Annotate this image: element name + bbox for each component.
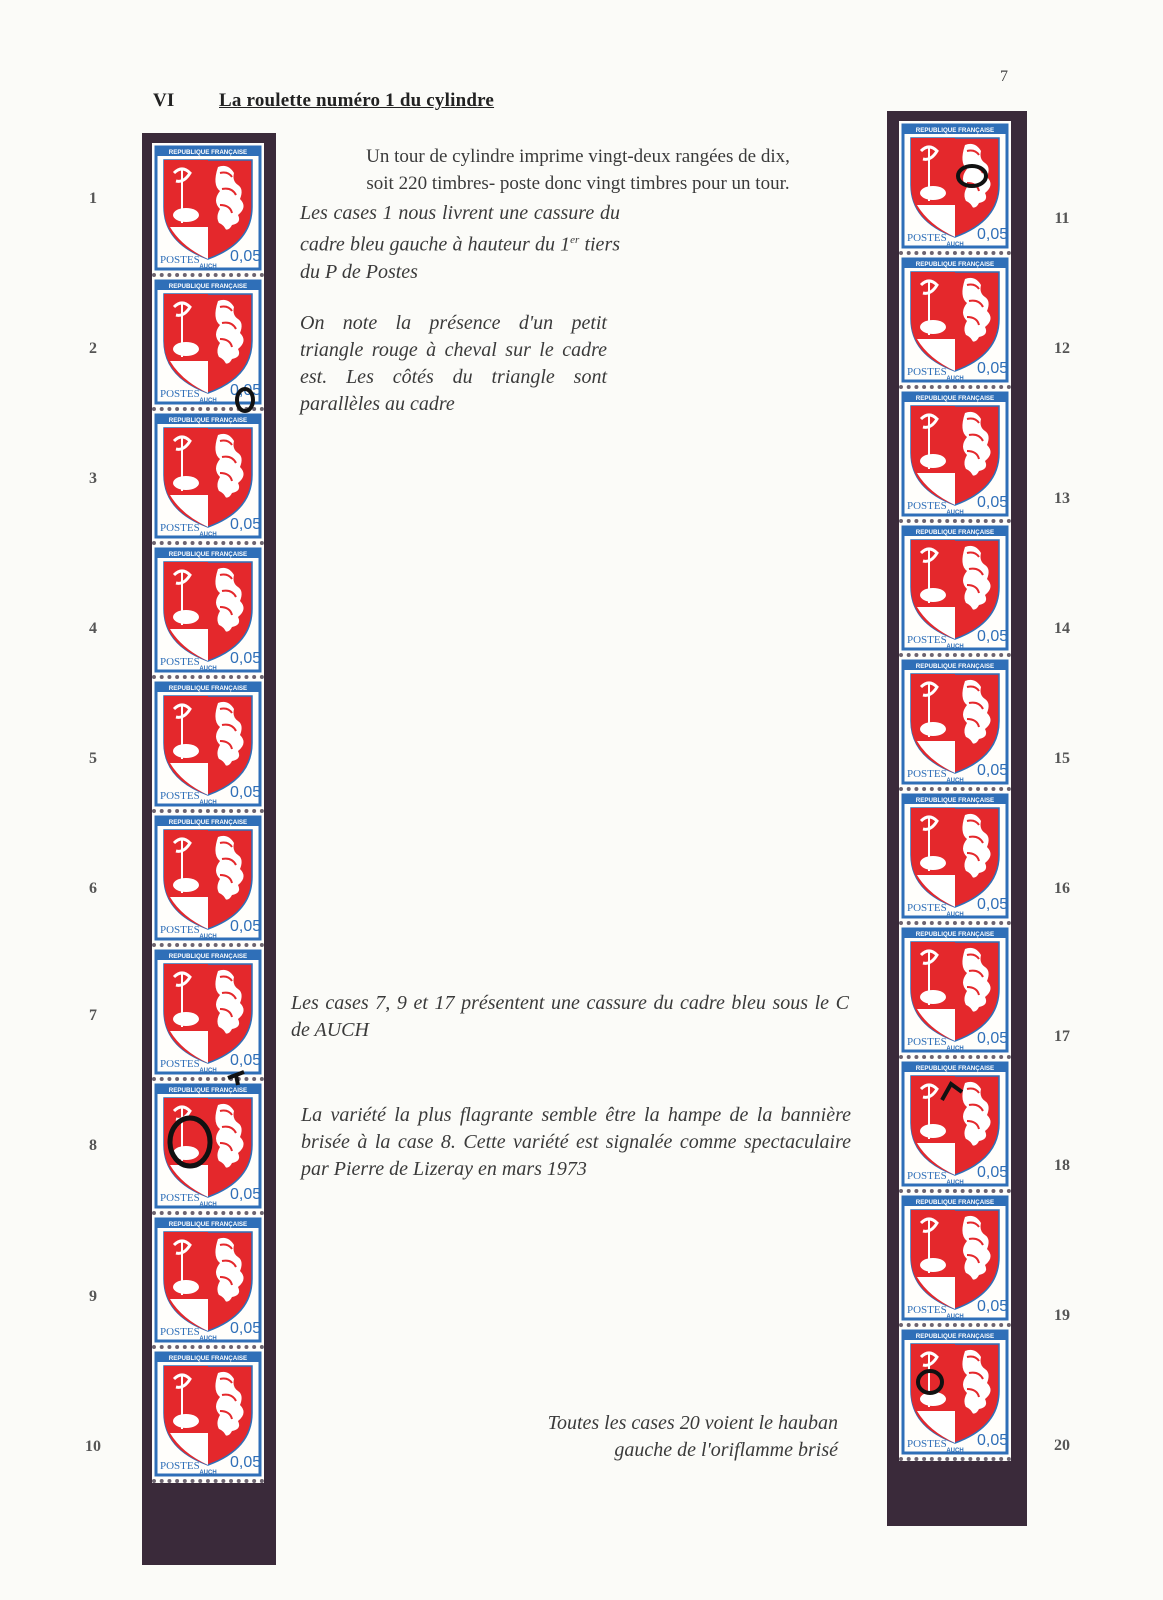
note-triangle: On note la présence d'un petit triangle rouge à cheval sur le cadre est. Les côtés du triangle sont parallèles au cadre	[300, 312, 607, 415]
stamp-value-text: 0,05	[977, 226, 1009, 243]
stamp-design	[899, 657, 1011, 787]
case-number-label: 12	[1054, 340, 1070, 357]
stamp-header-text: REPUBLIQUE FRANÇAISE	[915, 529, 995, 536]
stamp-city-text: AUCH	[946, 1314, 964, 1320]
stamp	[152, 1349, 264, 1483]
stamp-design	[152, 545, 264, 675]
lamb-icon	[173, 610, 199, 624]
stamp	[899, 1059, 1011, 1193]
stamp-value-text: 0,05	[230, 1052, 262, 1069]
intro-line-1: Un tour de cylindre imprime vingt-deux rangées de dix,	[366, 146, 790, 167]
stamp-city-text: AUCH	[946, 376, 964, 382]
stamp-postes-text: POSTES	[160, 522, 200, 534]
stamp-header-text: REPUBLIQUE FRANÇAISE	[168, 1355, 248, 1362]
stamp-value-text: 0,05	[977, 1432, 1009, 1449]
stamp-city-text: AUCH	[199, 532, 217, 538]
note-case-20-line-1: Toutes les cases 20 voient le hauban	[547, 1412, 838, 1434]
note-case-1-sup: er	[570, 234, 580, 246]
stamp-postes-text: POSTES	[907, 768, 947, 780]
case-number-label: 13	[1054, 490, 1070, 507]
case-number-label: 7	[89, 1007, 97, 1024]
case-number-label: 8	[89, 1137, 97, 1154]
stamp	[899, 657, 1011, 791]
stamp-design	[152, 813, 264, 943]
stamp-value-text: 0,05	[230, 382, 262, 399]
stamp	[152, 545, 264, 679]
stamp-city-text: AUCH	[199, 1068, 217, 1074]
case-number-label: 5	[89, 750, 97, 767]
stamp-header-text: REPUBLIQUE FRANÇAISE	[915, 1065, 995, 1072]
stamp-header-text: REPUBLIQUE FRANÇAISE	[168, 1221, 248, 1228]
stamp-value-text: 0,05	[230, 1454, 262, 1471]
stamp-strip-right	[899, 121, 1011, 1461]
stamp	[899, 925, 1011, 1059]
stamp-city-text: AUCH	[946, 242, 964, 248]
stamp-header-text: REPUBLIQUE FRANÇAISE	[168, 819, 248, 826]
stamp-city-text: AUCH	[199, 264, 217, 270]
stamp-postes-text: POSTES	[907, 500, 947, 512]
stamp	[152, 947, 264, 1081]
stamp-value-text: 0,05	[977, 494, 1009, 511]
stamp-postes-text: POSTES	[907, 1170, 947, 1182]
stamp-postes-text: POSTES	[907, 1438, 947, 1450]
stamp-postes-text: POSTES	[160, 1460, 200, 1472]
stamp-header-text: REPUBLIQUE FRANÇAISE	[168, 1087, 248, 1094]
stamp	[152, 679, 264, 813]
stamp-postes-text: POSTES	[160, 1058, 200, 1070]
stamp-design	[899, 1193, 1011, 1323]
stamp-value-text: 0,05	[977, 360, 1009, 377]
lamb-icon	[173, 1280, 199, 1294]
stamp	[152, 411, 264, 545]
stamp-postes-text: POSTES	[160, 388, 200, 400]
stamp-postes-text: POSTES	[160, 790, 200, 802]
stamp-header-text: REPUBLIQUE FRANÇAISE	[168, 953, 248, 960]
note-case-20-line-2: gauche de l'oriflamme brisé	[614, 1439, 838, 1461]
stamp-postes-text: POSTES	[907, 366, 947, 378]
stamp	[152, 1215, 264, 1349]
lamb-icon	[173, 208, 199, 222]
lamb-icon	[920, 320, 946, 334]
lamb-icon	[173, 342, 199, 356]
stamp-strip-left	[152, 143, 264, 1483]
stamp-header-text: REPUBLIQUE FRANÇAISE	[915, 395, 995, 402]
stamp-city-text: AUCH	[946, 912, 964, 918]
stamp	[152, 277, 264, 411]
stamp-design	[152, 277, 264, 407]
lamb-icon	[173, 1146, 199, 1160]
stamp	[899, 255, 1011, 389]
stamp-value-text: 0,05	[977, 896, 1009, 913]
stamp-design	[152, 1081, 264, 1211]
note-case-1-text: Les cases 1 nous livrent une cassure du cadre bleu gauche à hauteur du 1	[300, 202, 620, 256]
lamb-icon	[173, 476, 199, 490]
stamp-postes-text: POSTES	[907, 232, 947, 244]
stamp-value-text: 0,05	[230, 248, 262, 265]
stamp-design	[899, 255, 1011, 385]
lamb-icon	[920, 454, 946, 468]
intro-line-2: soit 220 timbres- poste donc vingt timbres pour un tour.	[366, 173, 790, 194]
stamp-city-text: AUCH	[199, 398, 217, 404]
stamp-city-text: AUCH	[946, 778, 964, 784]
stamp-value-text: 0,05	[230, 784, 262, 801]
stamp-city-text: AUCH	[199, 1470, 217, 1476]
case-number-label: 17	[1054, 1028, 1070, 1045]
case-number-label: 9	[89, 1288, 97, 1305]
stamp-header-text: REPUBLIQUE FRANÇAISE	[915, 127, 995, 134]
intro-text	[316, 143, 840, 197]
note-case-20	[480, 1410, 838, 1464]
case-number-label: 6	[89, 880, 97, 897]
case-number-label: 14	[1054, 620, 1070, 637]
stamp-header-text: REPUBLIQUE FRANÇAISE	[915, 1199, 995, 1206]
lamb-icon	[920, 186, 946, 200]
stamp-postes-text: POSTES	[907, 634, 947, 646]
stamp	[899, 1193, 1011, 1327]
stamp-city-text: AUCH	[199, 934, 217, 940]
case-number-label: 19	[1054, 1307, 1070, 1324]
note-case-8: La variété la plus flagrante semble être la hampe de la bannière brisée à la case 8. Cette variété est signalée comme spectaculaire par Pierre de Lizeray en mars 1973	[301, 1104, 851, 1180]
stamp-postes-text: POSTES	[160, 254, 200, 266]
stamp-postes-text: POSTES	[160, 924, 200, 936]
case-number-label: 16	[1054, 880, 1070, 897]
lamb-icon	[920, 1124, 946, 1138]
stamp-city-text: AUCH	[946, 1180, 964, 1186]
stamp-header-text: REPUBLIQUE FRANÇAISE	[168, 551, 248, 558]
lamb-icon	[920, 588, 946, 602]
stamp	[899, 791, 1011, 925]
stamp-header-text: REPUBLIQUE FRANÇAISE	[168, 685, 248, 692]
stamp-value-text: 0,05	[977, 1030, 1009, 1047]
stamp-design	[152, 947, 264, 1077]
stamp-value-text: 0,05	[977, 1164, 1009, 1181]
stamp-design	[899, 1327, 1011, 1457]
stamp-postes-text: POSTES	[907, 1304, 947, 1316]
case-number-label: 2	[89, 340, 97, 357]
page-number: 7	[1000, 68, 1008, 85]
lamb-icon	[173, 744, 199, 758]
note-case-1-text-end: tiers du P de Postes	[300, 233, 621, 283]
stamp-header-text: REPUBLIQUE FRANÇAISE	[168, 283, 248, 290]
stamp-city-text: AUCH	[199, 666, 217, 672]
lamb-icon	[920, 1392, 946, 1406]
stamp-header-text: REPUBLIQUE FRANÇAISE	[168, 417, 248, 424]
stamp-postes-text: POSTES	[907, 902, 947, 914]
stamp	[152, 813, 264, 947]
stamp-postes-text: POSTES	[907, 1036, 947, 1048]
note-case-1	[300, 200, 620, 286]
stamp-value-text: 0,05	[230, 650, 262, 667]
stamp-design	[152, 143, 264, 273]
stamp	[899, 1327, 1011, 1461]
stamp-value-text: 0,05	[230, 1320, 262, 1337]
stamp-header-text: REPUBLIQUE FRANÇAISE	[915, 663, 995, 670]
lamb-icon	[920, 856, 946, 870]
section-heading: La roulette numéro 1 du cylindre	[219, 90, 495, 111]
stamp-value-text: 0,05	[977, 628, 1009, 645]
stamp-city-text: AUCH	[199, 1336, 217, 1342]
stamp-postes-text: POSTES	[160, 1326, 200, 1338]
stamp-design	[152, 679, 264, 809]
stamp-postes-text: POSTES	[160, 656, 200, 668]
case-number-label: 20	[1054, 1437, 1070, 1454]
stamp-city-text: AUCH	[946, 1448, 964, 1454]
case-number-label: 1	[89, 190, 97, 207]
stamp-design	[899, 523, 1011, 653]
stamp	[899, 389, 1011, 523]
stamp-header-text: REPUBLIQUE FRANÇAISE	[915, 1333, 995, 1340]
stamp-design	[899, 121, 1011, 251]
stamp-header-text: REPUBLIQUE FRANÇAISE	[915, 797, 995, 804]
stamp-value-text: 0,05	[230, 1186, 262, 1203]
section-number: VI	[153, 90, 175, 111]
case-number-label: 10	[85, 1438, 101, 1455]
stamp-city-text: AUCH	[199, 800, 217, 806]
lamb-icon	[920, 1258, 946, 1272]
lamb-icon	[173, 878, 199, 892]
case-number-label: 18	[1054, 1157, 1070, 1174]
stamp	[152, 143, 264, 277]
case-number-label: 11	[1054, 210, 1070, 227]
lamb-icon	[173, 1414, 199, 1428]
stamp-city-text: AUCH	[199, 1202, 217, 1208]
stamp-postes-text: POSTES	[160, 1192, 200, 1204]
stamp-design	[899, 925, 1011, 1055]
stamp-design	[899, 1059, 1011, 1189]
stamp-design	[899, 791, 1011, 921]
stamp-city-text: AUCH	[946, 1046, 964, 1052]
lamb-icon	[920, 722, 946, 736]
stamp-design	[152, 1215, 264, 1345]
stamp-header-text: REPUBLIQUE FRANÇAISE	[915, 261, 995, 268]
case-number-label: 15	[1054, 750, 1070, 767]
lamb-icon	[173, 1012, 199, 1026]
case-number-label: 3	[89, 470, 97, 487]
stamp-value-text: 0,05	[977, 762, 1009, 779]
stamp-city-text: AUCH	[946, 510, 964, 516]
note-case-7: Les cases 7, 9 et 17 présentent une cassure du cadre bleu sous le C de AUCH	[291, 992, 849, 1041]
stamp-value-text: 0,05	[230, 918, 262, 935]
stamp	[899, 121, 1011, 255]
stamp	[152, 1081, 264, 1215]
stamp-header-text: REPUBLIQUE FRANÇAISE	[915, 931, 995, 938]
stamp-value-text: 0,05	[230, 516, 262, 533]
stamp-design	[152, 411, 264, 541]
stamp-design	[899, 389, 1011, 519]
stamp-value-text: 0,05	[977, 1298, 1009, 1315]
lamb-icon	[920, 990, 946, 1004]
section-title	[153, 90, 494, 112]
stamp	[899, 523, 1011, 657]
case-number-label: 4	[89, 620, 97, 637]
stamp-city-text: AUCH	[946, 644, 964, 650]
stamp-design	[152, 1349, 264, 1479]
stamp-header-text: REPUBLIQUE FRANÇAISE	[168, 149, 248, 156]
